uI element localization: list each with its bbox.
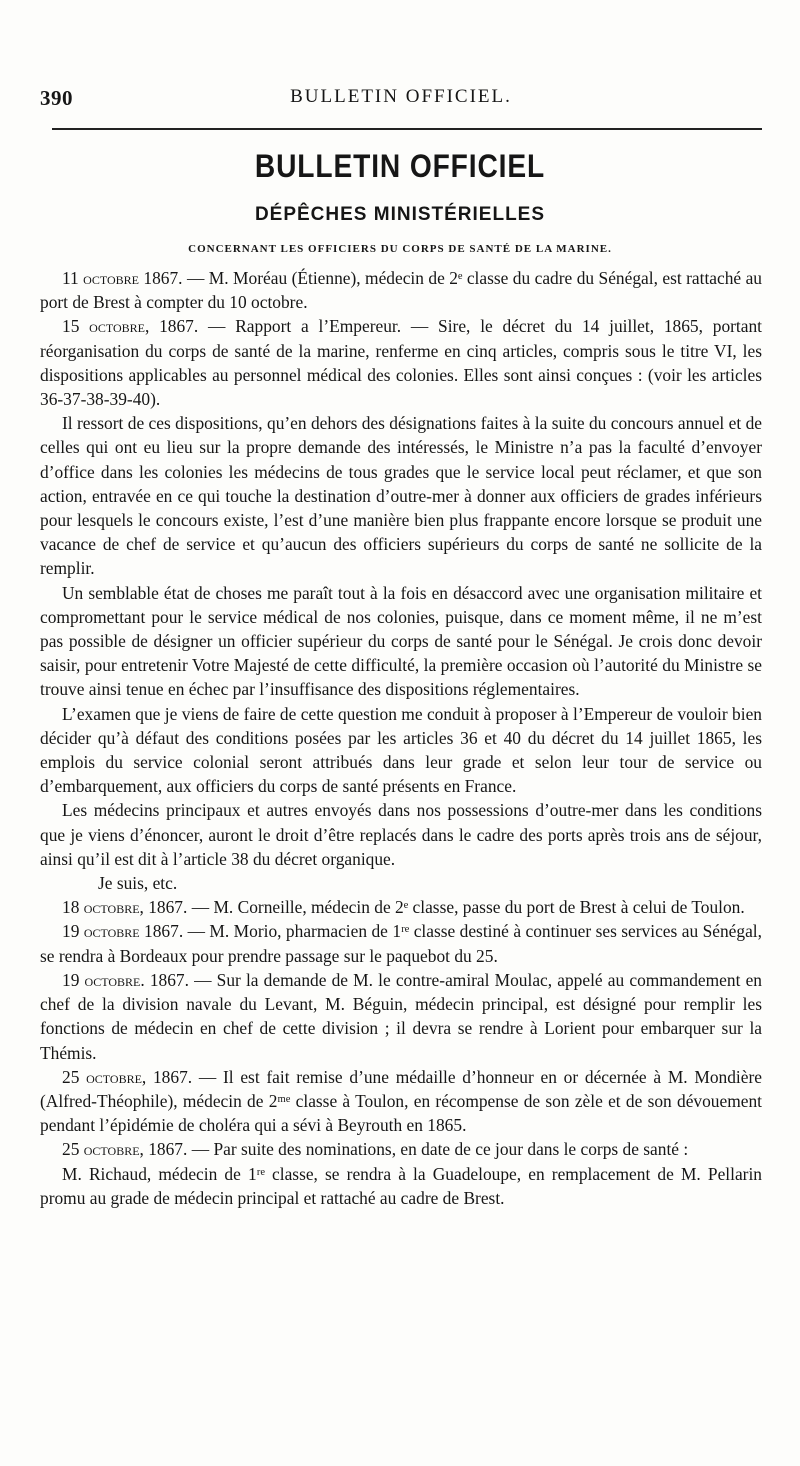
entry-date: 25 octobre, 1867. xyxy=(62,1139,188,1160)
page-number: 390 xyxy=(40,86,73,110)
entry-date: 25 octobre, 1867. xyxy=(62,1066,193,1087)
paragraph-text: L’examen que je viens de faire de cette question me conduit à proposer à l’Empereur de vouloir bien décider qu’à défaut des conditions posées par les articles 36 et 40 du décret du 14 juillet 1865, les emplois du service colonial seront attribués dans leur grade et selon leur tour de service ou d’embarquement, aux officiers du corps de santé présents en France. xyxy=(40,703,762,797)
paragraph xyxy=(40,411,762,580)
paragraph-text: — M. Moréau (Étienne), médecin de 2ᵉ classe du cadre du Sénégal, est rattaché au port de Brest à compter du 10 octobre. xyxy=(40,268,762,313)
paragraph xyxy=(40,314,762,411)
section-subtitle: CONCERNANT LES OFFICIERS DU CORPS DE SANTÉ DE LA MARINE. xyxy=(188,243,612,255)
paragraph xyxy=(40,581,762,702)
paragraph xyxy=(40,919,762,967)
paragraph xyxy=(40,1137,762,1161)
entry-date: 11 octobre 1867. xyxy=(62,268,183,288)
paragraph xyxy=(40,895,762,919)
page-title: BULLETIN OFFICIEL xyxy=(254,148,546,184)
entry-date: 15 octobre, 1867. xyxy=(62,316,199,337)
section-title: DÉPÊCHES MINISTÉRIELLES xyxy=(254,204,546,225)
paragraph xyxy=(40,702,762,799)
entry-date: 19 octobre 1867. xyxy=(62,921,184,942)
paragraph-text: — M. Corneille, médecin de 2ᵉ classe, passe du port de Brest à celui de Toulon. xyxy=(191,897,745,918)
paragraph xyxy=(40,968,762,1065)
running-head xyxy=(40,86,762,112)
header-rule xyxy=(52,128,762,130)
entry-date: 18 octobre, 1867. xyxy=(62,897,188,918)
paragraph-text: — M. Morio, pharmacien de 1ʳᵉ classe destiné à continuer ses services au Sénégal, se rendra à Bordeaux pour prendre passage sur le paquebot du 25. xyxy=(40,921,762,966)
entry-date: 19 octobre. 1867. xyxy=(62,969,189,990)
paragraph-text: — Par suite des nominations, en date de ce jour dans le corps de santé : xyxy=(191,1139,689,1160)
paragraph-text: — Il est fait remise d’une médaille d’honneur en or décernée à M. Mondière (Alfred-Théophile), médecin de 2ᵐᵉ classe à Toulon, en récompense de son zèle et de son dévouement pendant l’épidémie de choléra qui a sévi à Beyrouth en 1865. xyxy=(40,1066,762,1136)
paragraph-text: Il ressort de ces dispositions, qu’en dehors des désignations faites à la suite du concours annuel et de celles qui ont eu lieu sur la propre demande des intéressés, le Ministre n’a pas la faculté d’envoyer d’office dans les colonies les médecins de tous grades que le service local peut réclamer, et que son action, entravée en ce qui touche la destination d’outre-mer à donner aux officiers de grades inférieurs pour lesquels le concours existe, l’est d’une manière bien plus frappante encore lorsque se produit une vacance de chef de service et qu’aucun des officiers supérieurs du corps de santé ne sollicite de la remplir. xyxy=(40,413,762,579)
running-title: BULLETIN OFFICIEL. xyxy=(290,86,512,107)
document-body xyxy=(40,266,762,1210)
paragraph xyxy=(40,1065,762,1138)
paragraph xyxy=(40,1162,762,1210)
paragraph xyxy=(40,266,762,314)
paragraph-text: M. Richaud, médecin de 1ʳᵉ classe, se rendra à la Guadeloupe, en remplacement de M. Pellarin promu au grade de médecin principal et rattaché au cadre de Brest. xyxy=(40,1163,762,1208)
paragraph-text: — Sur la demande de M. le contre-amiral Moulac, appelé au commandement en chef de la division navale du Levant, M. Béguin, médecin principal, est désigné pour remplir les fonctions de médecin en chef de cette division ; il devra se rendre à Lorient pour embarquer sur la Thémis. xyxy=(40,969,762,1063)
paragraph xyxy=(40,798,762,871)
paragraph-text: Les médecins principaux et autres envoyés dans nos possessions d’outre-mer dans les conditions que je viens d’énoncer, auront le droit d’être replacés dans le cadre des ports après trois ans de séjour, ainsi qu’il est dit à l’article 38 du décret organique. xyxy=(40,800,762,869)
paragraph-text: Je suis, etc. xyxy=(98,873,178,894)
paragraph-text: Un semblable état de choses me paraît tout à la fois en désaccord avec une organisation militaire et compromettant pour le service médical de nos colonies, puisque, dans ce moment même, il ne m’est pas possible de désigner un officier supérieur du corps de santé pour le Sénégal. Je crois donc devoir saisir, pour entretenir Votre Majesté de cette difficulté, la première occasion où l’autorité du Ministre se trouve ainsi tenue en échec par l’insuffisance des dispositions réglementaires. xyxy=(40,582,762,700)
paragraph-text: — Rapport a l’Empereur. — Sire, le décret du 14 juillet, 1865, portant réorganisation du corps de santé de la marine, renferme en cinq articles, compris sous le titre VI, les dispositions applicables au personnel médical des colonies. Elles sont ainsi conçues : (voir les articles 36-37-38-39-40). xyxy=(40,316,763,410)
closing-formula xyxy=(40,871,762,895)
